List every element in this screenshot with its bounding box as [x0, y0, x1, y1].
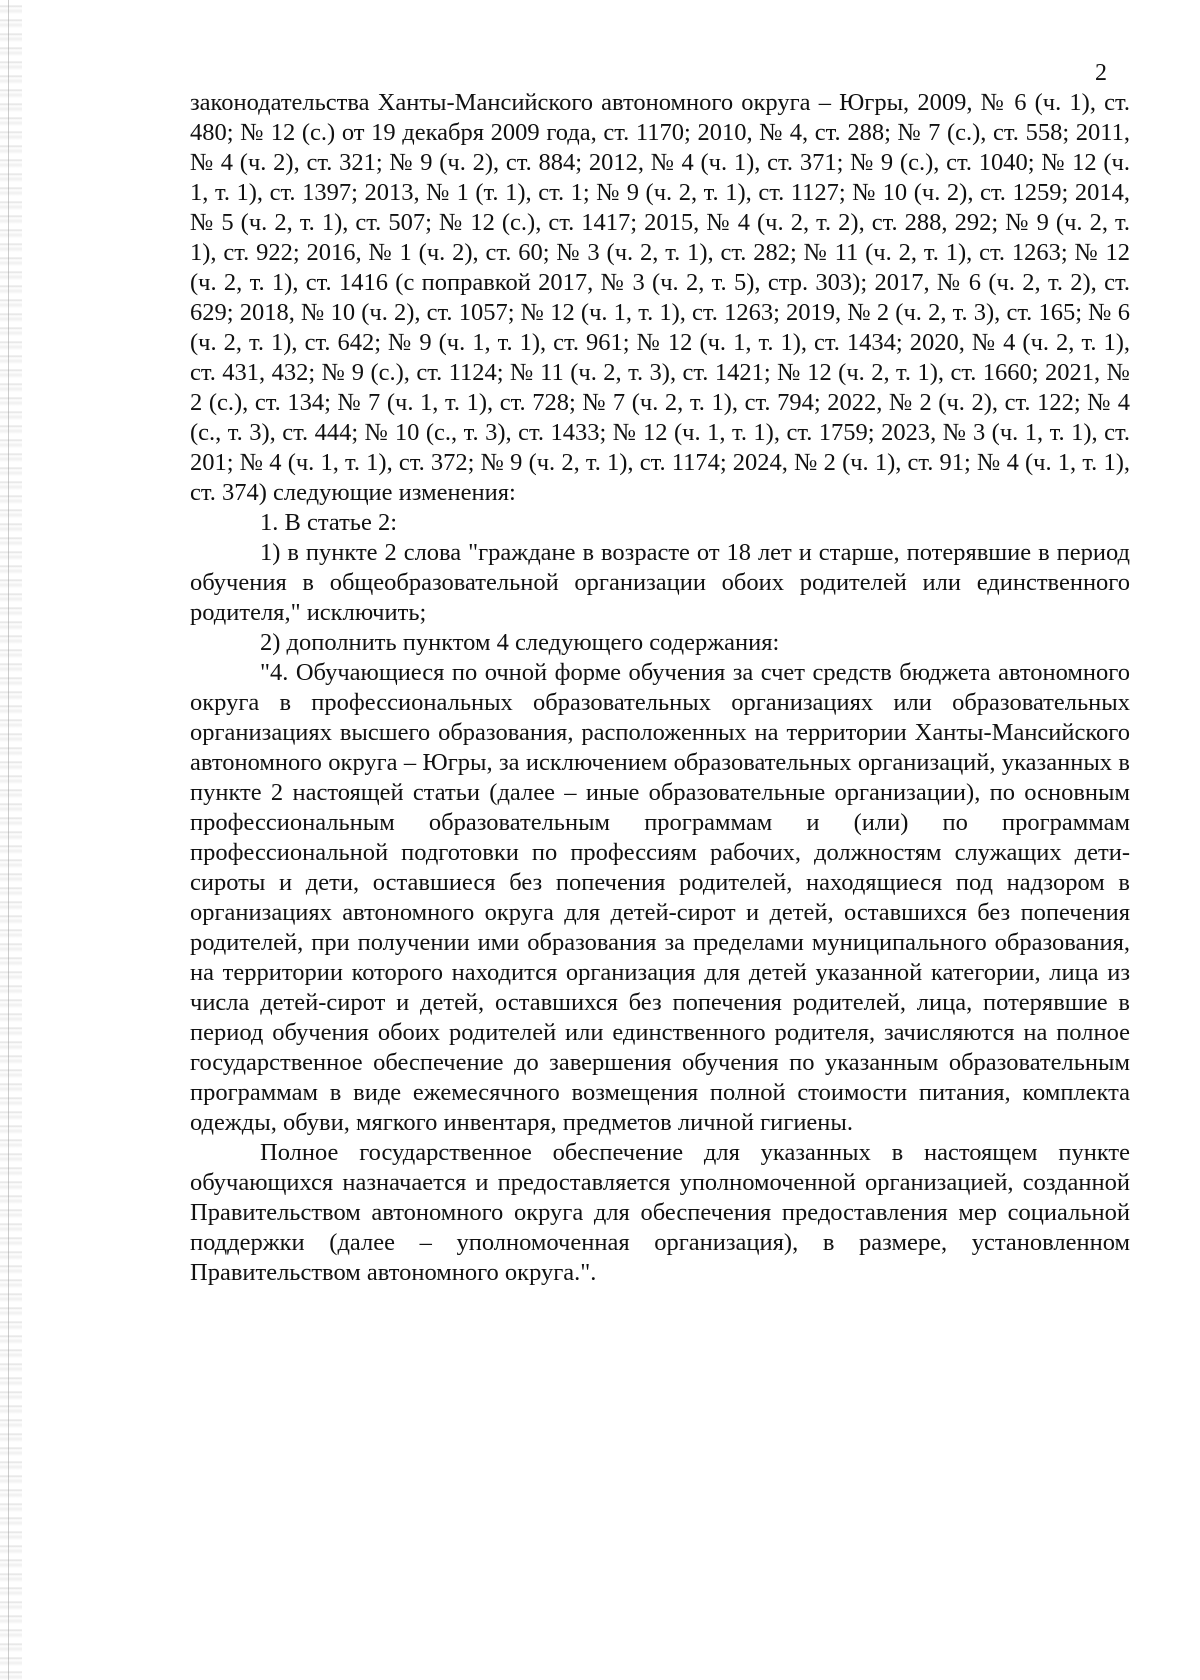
paragraph-article-2-heading: 1. В статье 2:	[260, 509, 398, 536]
paragraph-full-support: Полное государственное обеспечение для указанных в настоящем пункте обучающихся назначается и предоставляется уполномоченной организацией, созданной Правительством автономного округа для обеспечения предоставления мер социальной поддержки (далее – уполномоченная организация), в размере, установленном Правительством автономного округа.".	[190, 1139, 1130, 1286]
paragraph-item-2: 2) дополнить пунктом 4 следующего содержания:	[260, 629, 780, 656]
scan-edge-artifact	[0, 0, 22, 1680]
scan-line-artifact	[8, 0, 9, 1680]
document-body	[190, 88, 1130, 1288]
page-number: 2	[1095, 60, 1107, 86]
paragraph-item-1: 1) в пункте 2 слова "граждане в возрасте от 18 лет и старше, потерявшие в период обучения в общеобразовательной организации обоих родителей или единственного родителя," исключить;	[190, 539, 1130, 626]
paragraph-legislation-references: законодательства Ханты-Мансийского автономного округа – Югры, 2009, № 6 (ч. 1), ст. 480; № 12 (с.) от 19 декабря 2009 года, ст. 1170; 2010, № 4, ст. 288; № 7 (с.), ст. 558; 2011, № 4 (ч. 2), ст. 321; № 9 (ч. 2), ст. 884; 2012, № 4 (ч. 1), ст. 371; № 9 (с.), ст. 1040; № 12 (ч. 1, т. 1), ст. 1397; 2013, № 1 (т. 1), ст. 1; № 9 (ч. 2, т. 1), ст. 1127; № 10 (ч. 2), ст. 1259; 2014, № 5 (ч. 2, т. 1), ст. 507; № 12 (с.), ст. 1417; 2015, № 4 (ч. 2, т. 2), ст. 288, 292; № 9 (ч. 2, т. 1), ст. 922; 2016, № 1 (ч. 2), ст. 60; № 3 (ч. 2, т. 1), ст. 282; № 11 (ч. 2, т. 1), ст. 1263; № 12 (ч. 2, т. 1), ст. 1416 (с поправкой 2017, № 3 (ч. 2, т. 5), стр. 303); 2017, № 6 (ч. 2, т. 2), ст. 629; 2018, № 10 (ч. 2), ст. 1057; № 12 (ч. 1, т. 1), ст. 1263; 2019, № 2 (ч. 2, т. 3), ст. 165; № 6 (ч. 2, т. 1), ст. 642; № 9 (ч. 1, т. 1), ст. 961; № 12 (ч. 1, т. 1), ст. 1434; 2020, № 4 (ч. 2, т. 1), ст. 431, 432; № 9 (с.), ст. 1124; № 11 (ч. 2, т. 3), ст. 1421; № 12 (ч. 2, т. 1), ст. 1660; 2021, № 2 (с.), ст. 134; № 7 (ч. 1, т. 1), ст. 728; № 7 (ч. 2, т. 1), ст. 794; 2022, № 2 (ч. 2), ст. 122; № 4 (с., т. 3), ст. 444; № 10 (с., т. 3), ст. 1433; № 12 (ч. 1, т. 1), ст. 1759; 2023, № 3 (ч. 1, т. 1), ст. 201; № 4 (ч. 1, т. 1), ст. 372; № 9 (ч. 2, т. 1), ст. 1174; 2024, № 2 (ч. 1), ст. 91; № 4 (ч. 1, т. 1), ст. 374) следующие изменения:	[190, 89, 1130, 506]
paragraph-point-4: "4. Обучающиеся по очной форме обучения за счет средств бюджета автономного округа в профессиональных образовательных организациях или образовательных организациях высшего образования, расположенных на территории Ханты-Мансийского автономного округа – Югры, за исключением образовательных организаций, указанных в пункте 2 настоящей статьи (далее – иные образовательные организации), по основным профессиональным образовательным программам и (или) по программам профессиональной подготовки по профессиям рабочих, должностям служащих дети-сироты и дети, оставшиеся без попечения родителей, находящиеся под надзором в организациях автономного округа для детей-сирот и детей, оставшихся без попечения родителей, при получении ими образования за пределами муниципального образования, на территории которого находится организация для детей указанной категории, лица из числа детей-сирот и детей, оставшихся без попечения родителей, лица, потерявшие в период обучения обоих родителей или единственного родителя, зачисляются на полное государственное обеспечение до завершения обучения по указанным образовательным программам в виде ежемесячного возмещения полной стоимости питания, комплекта одежды, обуви, мягкого инвентаря, предметов личной гигиены.	[190, 659, 1130, 1136]
